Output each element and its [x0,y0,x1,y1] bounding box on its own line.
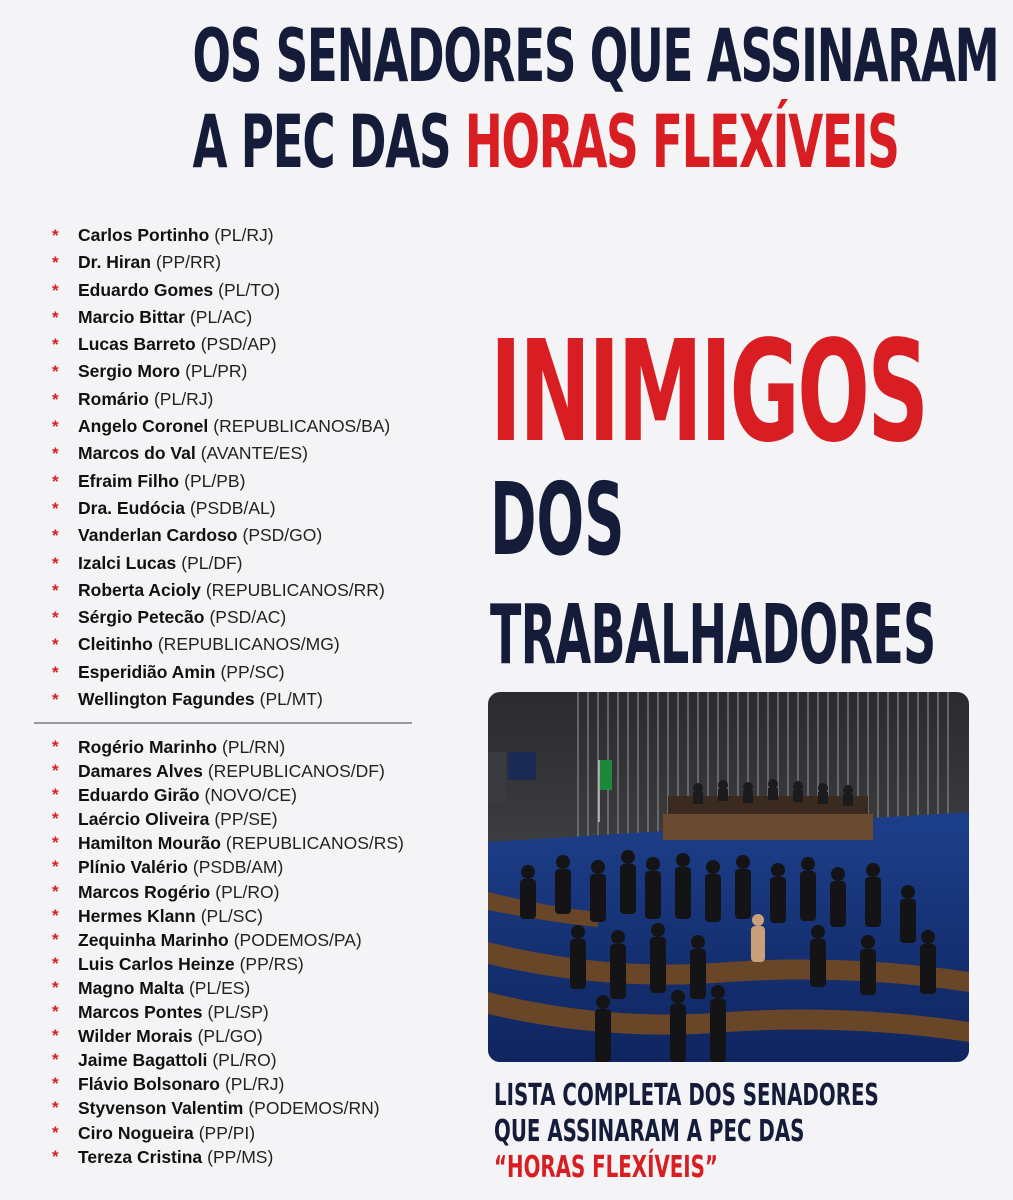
senator-item [52,386,422,413]
senator-name [78,831,404,855]
senator-name-text: Dr. Hiran [78,252,151,273]
bullet-star-icon: * [52,1098,59,1118]
senator-name-text: Wellington Fagundes [78,689,255,710]
senator-name-text: Vanderlan Cardoso [78,525,238,546]
bullet-star-icon: * [52,526,59,546]
senator-party: (REPUBLICANOS/MG) [157,634,340,655]
senator-item [52,468,422,495]
bullet-star-icon: * [52,580,59,600]
senator-name [78,759,385,783]
caption-line-3: “HORAS FLEXÍVEIS” [494,1150,718,1185]
senator-name-text: Izalci Lucas [78,552,177,573]
senator-name-text: Magno Malta [78,977,184,998]
senator-name [78,1096,380,1120]
senator-item [52,831,422,855]
senator-name-text: Marcos Rogério [78,881,211,902]
headline-line-1 [192,14,999,100]
senator-name-text: Marcos Pontes [78,1002,203,1023]
bullet-star-icon: * [52,226,59,245]
senator-name [78,304,252,331]
senator-name-text: Dra. Eudócia [78,497,185,518]
bullet-star-icon: * [52,929,59,949]
senator-name-text: Sergio Moro [78,361,181,382]
senator-party: (PODEMOS/PA) [233,929,362,950]
senator-item [52,577,422,604]
senator-item [52,358,422,385]
bullet-star-icon: * [52,905,59,925]
senator-party: (PL/RJ) [214,225,274,245]
senator-name-text: Eduardo Girão [78,785,200,806]
senator-name [78,249,221,276]
senator-party: (PSDB/AL) [189,497,276,518]
bullet-star-icon: * [52,761,59,781]
senator-name [78,659,285,686]
senator-party: (PP/SE) [214,809,278,830]
bullet-star-icon: * [52,690,59,710]
senator-name [78,904,263,928]
senator-party: (PL/RO) [215,881,280,902]
headline-line-1-text: OS SENADORES QUE ASSINARAM [192,14,999,99]
senator-item [52,495,422,522]
list-divider [34,722,412,724]
senator-party: (PP/PI) [198,1122,256,1143]
senator-name [78,1145,273,1169]
senator-name [78,522,322,549]
senator-name [78,358,247,385]
caption [494,1078,879,1186]
bullet-star-icon: * [52,1002,59,1022]
senator-item [52,735,422,759]
senator-name-text: Cleitinho [78,634,153,655]
senator-item [52,659,422,686]
senator-name-text: Romário [78,388,149,409]
caption-line-1: LISTA COMPLETA DOS SENADORES [494,1078,879,1113]
senator-name-text: Esperidião Amin [78,661,216,682]
senate-chamber-illustration [488,692,969,1062]
senator-party: (PL/MT) [259,689,323,710]
senator-name [78,1121,255,1145]
senator-party: (PL/SP) [207,1002,269,1023]
bullet-star-icon: * [52,498,59,518]
senator-name [78,952,304,976]
senator-item [52,1072,422,1096]
bullet-star-icon: * [52,307,59,327]
senator-name-text: Luis Carlos Heinze [78,953,235,974]
senator-name [78,277,280,304]
senator-name [78,631,340,658]
senator-item [52,604,422,631]
bullet-star-icon: * [52,280,59,300]
senator-name-text: Ciro Nogueira [78,1122,194,1143]
bullet-star-icon: * [52,471,59,491]
senator-party: (PSDB/AM) [192,857,284,878]
bullet-star-icon: * [52,662,59,682]
senator-party: (PP/RS) [239,953,304,974]
senator-name [78,807,278,831]
bullet-star-icon: * [52,833,59,853]
senator-name [78,686,323,713]
senator-item [52,1048,422,1072]
bullet-star-icon: * [52,362,59,382]
senator-item [52,759,422,783]
senator-name-text: Hamilton Mourão [78,833,221,854]
senator-name-text: Marcos do Val [78,443,196,464]
senator-party: (PL/RO) [212,1050,277,1071]
senator-party: (PP/SC) [220,661,285,682]
senator-list-1 [52,222,422,713]
senator-name-text: Eduardo Gomes [78,279,214,300]
senator-party: (PSD/AP) [200,334,277,355]
headline-line-2-red: HORAS FLEXÍVEIS [464,100,899,185]
senator-party: (PL/ES) [188,977,251,998]
senator-name-text: Sérgio Petecão [78,607,205,628]
bullet-star-icon: * [52,785,59,805]
big-title-trabalhadores: TRABALHADORES [490,588,936,683]
senator-party: (PL/DF) [181,552,243,573]
senator-name-text: Angelo Coronel [78,416,209,437]
senator-name-text: Efraim Filho [78,470,180,491]
senator-name-text: Marcio Bittar [78,306,185,327]
senator-item [52,855,422,879]
senator-name [78,495,276,522]
senator-name [78,604,286,631]
senator-party: (REPUBLICANOS/RS) [225,833,404,854]
bullet-star-icon: * [52,1026,59,1046]
senator-name [78,976,250,1000]
senator-name-text: Jaime Bagattoli [78,1050,208,1071]
bullet-star-icon: * [52,417,59,437]
senator-item [52,1000,422,1024]
senator-name [78,413,390,440]
senator-party: (PODEMOS/RN) [248,1098,380,1119]
senator-name-text: Wilder Morais [78,1026,193,1047]
senator-item [52,249,422,276]
senator-name-text: Roberta Acioly [78,579,201,600]
senator-party: (REPUBLICANOS/DF) [207,761,385,782]
senator-party: (PL/TO) [218,279,281,300]
senator-name [78,1072,284,1096]
senator-party: (PL/RJ) [224,1074,285,1095]
senator-party: (PP/RR) [155,252,222,273]
bullet-star-icon: * [52,809,59,829]
senator-name-text: Styvenson Valentim [78,1098,244,1119]
senator-name [78,855,283,879]
senator-list-2 [52,735,422,1169]
senator-party: (PL/RJ) [153,388,214,409]
senator-party: (PSD/GO) [242,525,323,546]
senator-item [52,522,422,549]
senator-name [78,440,308,467]
senator-item [52,550,422,577]
senator-party: (NOVO/CE) [204,785,297,806]
bullet-star-icon: * [52,389,59,409]
senator-item [52,1121,422,1145]
senator-name-text: Carlos Portinho [78,225,210,245]
senator-name [78,735,285,759]
senator-item [52,1024,422,1048]
senator-name-text: Rogério Marinho [78,737,218,757]
senator-item [52,976,422,1000]
senator-item [52,1096,422,1120]
senator-item [52,928,422,952]
senator-item [52,1145,422,1169]
big-title-inimigos: INIMIGOS [490,311,927,474]
senator-party: (PL/AC) [189,306,253,327]
senator-item [52,880,422,904]
senator-party: (REPUBLICANOS/RR) [205,579,385,600]
senator-item [52,413,422,440]
senator-name-text: Plínio Valério [78,857,188,878]
senator-party: (PL/GO) [197,1026,263,1047]
senate-chamber-photo [488,692,969,1062]
senator-item [52,952,422,976]
bullet-star-icon: * [52,635,59,655]
senator-name [78,783,297,807]
senator-party: (PP/MS) [207,1146,274,1167]
senator-party: (PL/RN) [222,737,286,757]
bullet-star-icon: * [52,553,59,573]
bullet-star-icon: * [52,608,59,628]
senator-name [78,468,245,495]
senator-name [78,222,274,249]
big-title-dos: DOS [490,461,625,578]
senator-name-text: Laércio Oliveira [78,809,210,830]
senator-party: (REPUBLICANOS/BA) [213,416,391,437]
bullet-star-icon: * [52,253,59,273]
senator-name [78,550,243,577]
senator-name-text: Flávio Bolsonaro [78,1074,220,1095]
senator-name-text: Zequinha Marinho [78,929,229,950]
bullet-star-icon: * [52,881,59,901]
bullet-star-icon: * [52,1122,59,1142]
bullet-star-icon: * [52,857,59,877]
bullet-star-icon: * [52,1074,59,1094]
headline-line-2 [192,100,899,186]
senator-item [52,783,422,807]
senator-name [78,1048,277,1072]
senator-item [52,904,422,928]
senator-name [78,928,362,952]
bullet-star-icon: * [52,335,59,355]
bullet-star-icon: * [52,1146,59,1166]
senator-party: (PL/PB) [184,470,246,491]
senator-name [78,1024,263,1048]
senator-item [52,686,422,713]
senator-name-text: Hermes Klann [78,905,196,926]
bullet-star-icon: * [52,953,59,973]
senator-item [52,631,422,658]
senator-name [78,577,385,604]
senator-name [78,386,213,413]
bullet-star-icon: * [52,1050,59,1070]
senator-name-text: Lucas Barreto [78,334,196,355]
senator-name [78,331,277,358]
senator-item [52,331,422,358]
senator-item [52,222,422,249]
bullet-star-icon: * [52,737,59,756]
senator-name [78,1000,269,1024]
bullet-star-icon: * [52,444,59,464]
senator-party: (PL/PR) [185,361,248,382]
senator-party: (AVANTE/ES) [200,443,308,464]
senator-name [78,880,279,904]
senator-item [52,807,422,831]
bullet-star-icon: * [52,977,59,997]
senator-party: (PSD/AC) [209,607,287,628]
senator-name-text: Damares Alves [78,761,203,782]
headline [192,14,999,186]
senator-item [52,304,422,331]
headline-line-2-dark: A PEC DAS [192,100,465,185]
senator-name-text: Tereza Cristina [78,1146,203,1167]
senator-item [52,440,422,467]
caption-line-2: QUE ASSINARAM A PEC DAS [494,1114,805,1149]
senator-party: (PL/SC) [200,905,263,926]
senator-item [52,277,422,304]
